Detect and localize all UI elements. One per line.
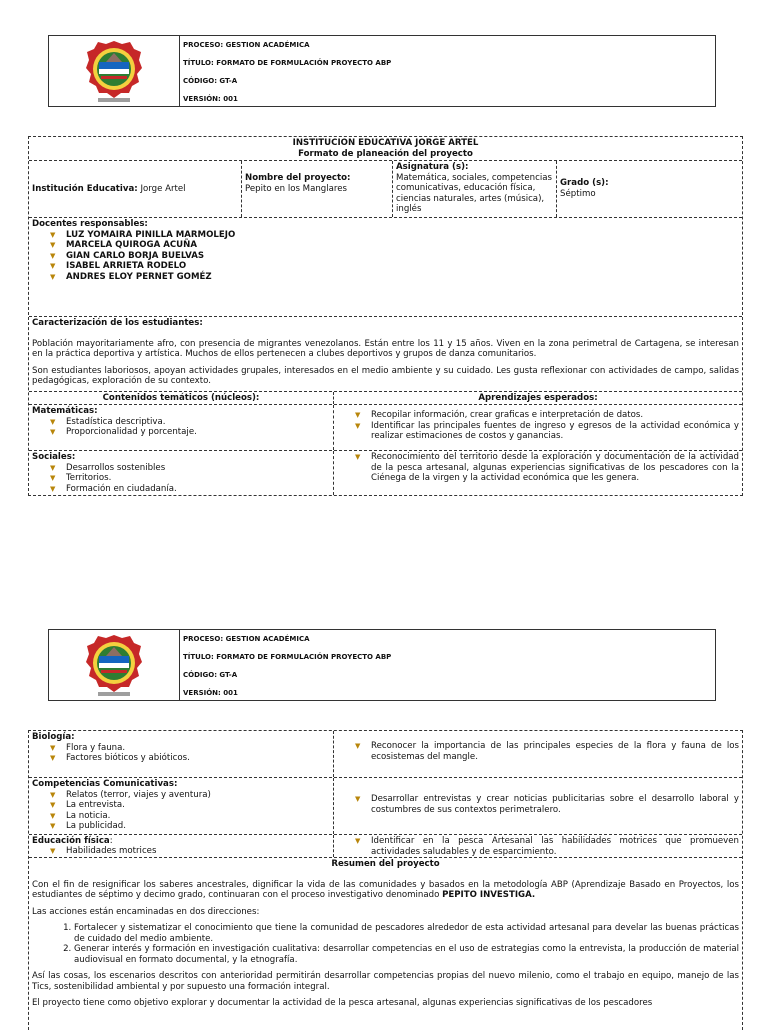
characterization-label: Caracterización de los estudiantes: [32, 318, 203, 328]
title-row [29, 137, 742, 161]
header-info [180, 36, 715, 106]
teachers-list [32, 230, 739, 283]
project-name-highlight: PEPITO INVESTIGA. [442, 890, 536, 900]
math-row [29, 405, 742, 451]
math-label: Matemáticas: [32, 406, 98, 416]
document-header-2 [48, 629, 716, 701]
list-item: ▼ Habilidades motrices [50, 846, 330, 857]
header-proceso: PROCESO: GESTION ACADÉMICA [183, 635, 310, 643]
header-titulo: TÍTULO: FORMATO DE FORMULACIÓN PROYECTO ABP [183, 653, 392, 661]
institution-cell [29, 161, 242, 217]
planning-table [28, 136, 743, 496]
summary-paragraph-4: El proyecto tiene como objetivo explorar y documentar la actividad de la pesca artesanal, algunas experiencias significativas de los pescadores [32, 998, 653, 1008]
project-label: Nombre del proyecto: [245, 173, 351, 183]
characterization-p2: Son estudiantes laboriosos, apoyan actividades grupales, interesados en el medio ambiente y su cuidado. Les gusta reflexionar con actividades de campo, salidas pedagógicas, exploración de su contexto. [32, 365, 739, 386]
list-item: ▼ Desarrollar entrevistas y crear noticias publicitarias sobre el desarrollo laboral y costumbres de sus contextos perimetralero. [355, 794, 739, 815]
summary-row [29, 858, 742, 1010]
project-value: Pepito en los Manglares [245, 183, 348, 194]
biology-row [29, 731, 742, 778]
list-item: ▼ Identificar en la pesca Artesanal las habilidades motrices que promueven actividades saludables y de esparcimiento. [355, 836, 739, 857]
physical-ed-label: Educación física [32, 836, 110, 846]
list-item: ▼ MARCELA QUIROGA ACUÑA [50, 240, 739, 251]
grade-cell [557, 161, 742, 217]
summary-paragraph-3: Así las cosas, los escenarios descritos con anterioridad permitirán desarrollar competencias propias del nuevo milenio, como el trabajo en equipo, manejo de las Tics, sostenibilidad ambiental y por supuesto una formación integral. [32, 971, 739, 992]
school-seal-icon [84, 38, 144, 104]
communication-label: Competencias Comunicativas: [32, 779, 178, 789]
header-codigo: CÓDIGO: GT-A [183, 671, 238, 679]
header-codigo: CÓDIGO: GT-A [183, 77, 238, 85]
list-item: ▼ Formación en ciudadanía. [50, 484, 330, 495]
institution-value: Jorge Artel [140, 183, 186, 194]
list-item: ▼ La entrevista. [50, 800, 330, 811]
format-title: Formato de planeación del proyecto [298, 148, 473, 159]
list-item: ▼ Estadística descriptiva. [50, 417, 330, 428]
list-item: ▼ Factores bióticos y abióticos. [50, 753, 330, 764]
summary-list [32, 923, 739, 965]
social-label: Sociales: [32, 452, 76, 462]
biology-label: Biología: [32, 732, 75, 742]
list-item: ▼ ANDRES ELOY PERNET GOMÉZ [50, 272, 739, 283]
teachers-label: Docentes responsables: [32, 219, 148, 229]
list-item: ▼ LUZ YOMAIRA PINILLA MARMOLEJO [50, 230, 739, 241]
list-item: ▼ La publicidad. [50, 821, 330, 832]
characterization-p1: Población mayoritariamente afro, con presencia de migrantes venezolanos. Están entre los 11 y 15 años. Viven en la zona perimetral de Cartagena, se interesan en la práctica deportiva y artística. Muchos de ellos pertenecen a clubes deportivos y grupos de danza comunitarios. [32, 338, 739, 359]
summary-label: Resumen del proyecto [331, 859, 440, 869]
subject-cell [393, 161, 557, 217]
learning-label: Aprendizajes esperados: [478, 392, 598, 403]
social-row [29, 451, 742, 495]
subject-value: Matemática, sociales, competencias comunicativas, educación física, ciencias naturales, artes (música), inglés [396, 172, 552, 214]
subject-label: Asignatura (s): [396, 162, 469, 172]
header-version: VERSIÓN: 001 [183, 95, 238, 103]
communication-row [29, 778, 742, 835]
list-item: ▼ Flora y fauna. [50, 743, 330, 754]
list-item: ▼ Territorios. [50, 473, 330, 484]
institution-title: INSTITUCION EDUCATIVA JORGE ARTEL [292, 138, 479, 148]
list-item: 1. Fortalecer y sistematizar el conocimiento que tiene la comunidad de pescadores alrededor de esta actividad artesanal para develar las buenas prácticas de cuidado del medio ambiente. [74, 923, 739, 944]
grade-value: Séptimo [560, 188, 596, 199]
list-item: ▼ Reconocimiento del territorio desde la exploración y documentación de la actividad de la pesca artesanal, algunas experiencias significativas de los pescadores con la Ciénega de la virgen y la actividad económica que les genera. [355, 452, 739, 484]
physical-ed-colon: : [109, 836, 113, 846]
project-cell [242, 161, 393, 217]
list-item: ▼ Relatos (terror, viajes y aventura) [50, 790, 330, 801]
list-item: ▼ La noticia. [50, 811, 330, 822]
list-item: ▼ Desarrollos sostenibles [50, 463, 330, 474]
header-version: VERSIÓN: 001 [183, 689, 238, 697]
summary-paragraph-2: Las acciones están encaminadas en dos direcciones: [32, 906, 260, 917]
planning-table-continued [28, 730, 743, 1030]
contents-label: Contenidos temáticos (núcleos): [29, 392, 334, 405]
list-item: ▼ Identificar las principales fuentes de ingreso y egresos de la actividad económica y realizar estimaciones de costos y ganancias. [355, 421, 739, 442]
school-seal-icon [84, 632, 144, 698]
summary-paragraph-1: Con el fin de resignificar los saberes ancestrales, dignificar la vida de las comunidades y basados en la metodología ABP (Aprendizaje Basado en Proyectos, los estudiantes de séptimo y decimo grado, continuaran con el proceso investigativo denominado PEPITO INVESTIGA. [32, 879, 739, 900]
grade-label: Grado (s): [560, 178, 609, 188]
list-item: 2. Generar interés y formación en investigación cualitativa: desarrollar competencias en el uso de estrategias como la entrevista, la producción de material audiovisual en formato documental, y la etnografía. [74, 944, 739, 965]
list-item: ▼ Reconocer la importancia de las principales especies de la flora y fauna de los ecosistemas del mangle. [355, 741, 739, 762]
teachers-row [29, 218, 742, 317]
header-titulo: TÍTULO: FORMATO DE FORMULACIÓN PROYECTO ABP [183, 59, 392, 67]
logo-cell [49, 36, 180, 106]
list-item: ▼ GIAN CARLO BORJA BUELVAS [50, 251, 739, 262]
list-item: ▼ Proporcionalidad y porcentaje. [50, 427, 330, 438]
contents-header-row [29, 392, 742, 406]
header-proceso: PROCESO: GESTION ACADÉMICA [183, 41, 310, 49]
info-row [29, 161, 742, 218]
list-item: ▼ ISABEL ARRIETA RODELO [50, 261, 739, 272]
header-info [180, 630, 715, 700]
physical-ed-row [29, 835, 742, 858]
document-header-1 [48, 35, 716, 107]
list-item: ▼ Recopilar información, crear graficas e interpretación de datos. [355, 410, 739, 421]
institution-label: Institución Educativa: [32, 183, 138, 194]
logo-cell [49, 630, 180, 700]
characterization-row [29, 317, 742, 392]
